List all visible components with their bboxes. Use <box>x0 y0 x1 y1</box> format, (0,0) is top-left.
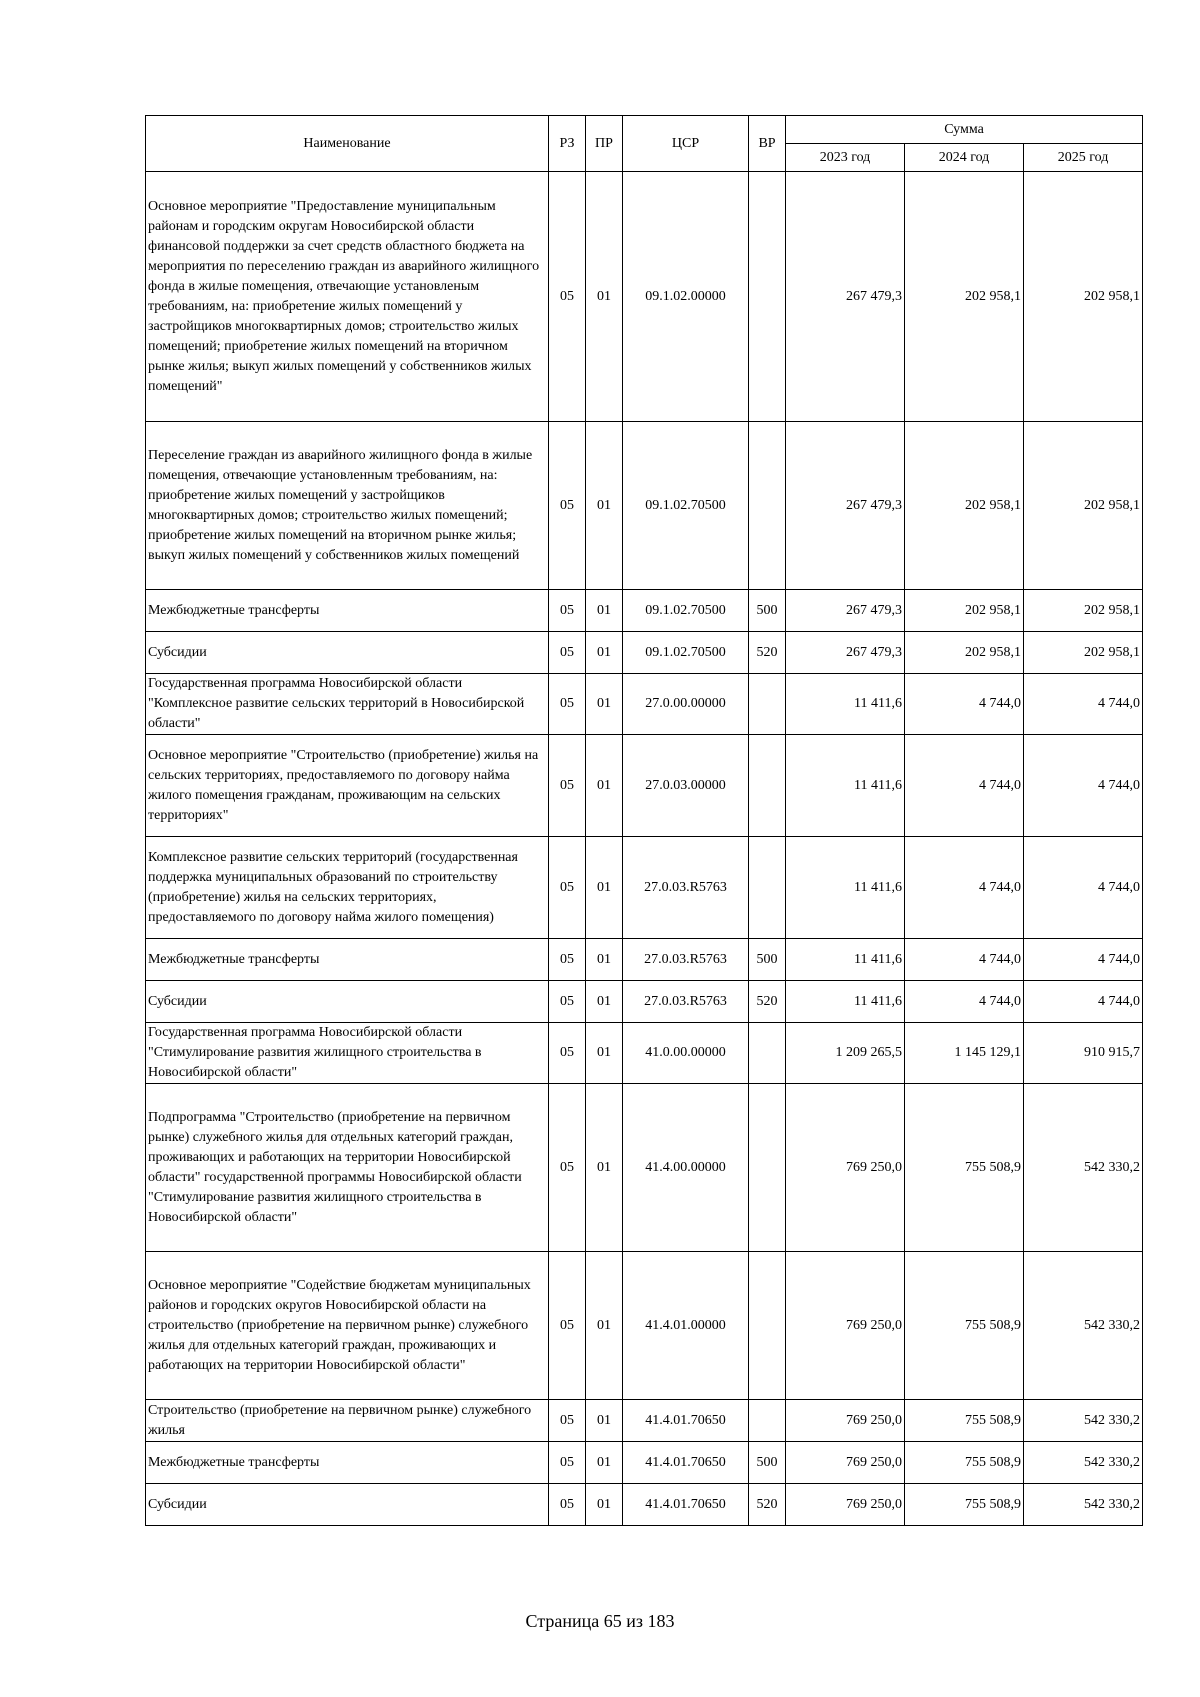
row-amount-2023: 267 479,3 <box>786 632 905 674</box>
row-name: Переселение граждан из аварийного жилищного фонда в жилые помещения, отвечающие установленным требованиям, на: приобретение жилых помещений у застройщиков многоквартирных домов; строительство жилых помещений; приобретение жилых помещений на вторичном рынке жилья; выкуп жилых помещений у собственников жилых помещений <box>146 422 549 590</box>
row-name: Субсидии <box>146 632 549 674</box>
row-pr: 01 <box>586 1442 623 1484</box>
header-vr: ВР <box>749 116 786 172</box>
row-pr: 01 <box>586 1400 623 1442</box>
row-amount-2024: 202 958,1 <box>905 632 1024 674</box>
row-amount-2024: 4 744,0 <box>905 981 1024 1023</box>
row-csr: 41.0.00.00000 <box>623 1023 749 1084</box>
row-amount-2025: 4 744,0 <box>1024 735 1143 837</box>
row-vr <box>749 1023 786 1084</box>
header-name: Наименование <box>146 116 549 172</box>
row-rz: 05 <box>549 1252 586 1400</box>
row-vr <box>749 1400 786 1442</box>
row-pr: 01 <box>586 1023 623 1084</box>
row-name: Подпрограмма "Строительство (приобретение на первичном рынке) служебного жилья для отдельных категорий граждан, проживающих и работающих на территории Новосибирской области" государственной программы Новосибирской области "Стимулирование развития жилищного строительства в Новосибирской области" <box>146 1084 549 1252</box>
row-amount-2023: 11 411,6 <box>786 939 905 981</box>
row-amount-2025: 202 958,1 <box>1024 172 1143 422</box>
row-amount-2023: 769 250,0 <box>786 1400 905 1442</box>
row-pr: 01 <box>586 632 623 674</box>
row-csr: 41.4.01.70650 <box>623 1442 749 1484</box>
row-csr: 41.4.01.70650 <box>623 1484 749 1526</box>
row-pr: 01 <box>586 674 623 735</box>
row-rz: 05 <box>549 422 586 590</box>
row-csr: 27.0.03.R5763 <box>623 939 749 981</box>
row-amount-2024: 755 508,9 <box>905 1084 1024 1252</box>
table-row <box>146 981 1143 1023</box>
row-amount-2024: 4 744,0 <box>905 674 1024 735</box>
row-pr: 01 <box>586 837 623 939</box>
row-rz: 05 <box>549 674 586 735</box>
row-amount-2023: 769 250,0 <box>786 1252 905 1400</box>
row-csr: 09.1.02.70500 <box>623 422 749 590</box>
row-amount-2025: 202 958,1 <box>1024 590 1143 632</box>
row-amount-2023: 769 250,0 <box>786 1484 905 1526</box>
row-amount-2023: 11 411,6 <box>786 981 905 1023</box>
row-amount-2023: 1 209 265,5 <box>786 1023 905 1084</box>
row-pr: 01 <box>586 1252 623 1400</box>
header-sum: Сумма <box>786 116 1143 144</box>
row-amount-2024: 4 744,0 <box>905 939 1024 981</box>
row-vr: 520 <box>749 632 786 674</box>
header-rz: РЗ <box>549 116 586 172</box>
row-amount-2024: 755 508,9 <box>905 1442 1024 1484</box>
row-amount-2025: 542 330,2 <box>1024 1484 1143 1526</box>
row-rz: 05 <box>549 735 586 837</box>
row-amount-2023: 11 411,6 <box>786 674 905 735</box>
row-rz: 05 <box>549 981 586 1023</box>
header-year-2024: 2024 год <box>905 144 1024 172</box>
table-row <box>146 674 1143 735</box>
row-amount-2023: 769 250,0 <box>786 1442 905 1484</box>
row-name: Субсидии <box>146 981 549 1023</box>
row-rz: 05 <box>549 1400 586 1442</box>
row-pr: 01 <box>586 981 623 1023</box>
row-pr: 01 <box>586 735 623 837</box>
row-amount-2025: 202 958,1 <box>1024 632 1143 674</box>
row-name: Межбюджетные трансферты <box>146 590 549 632</box>
row-csr: 41.4.00.00000 <box>623 1084 749 1252</box>
header-csr: ЦСР <box>623 116 749 172</box>
table-row <box>146 1484 1143 1526</box>
row-pr: 01 <box>586 422 623 590</box>
row-rz: 05 <box>549 632 586 674</box>
row-vr <box>749 674 786 735</box>
budget-table <box>145 115 1143 1526</box>
row-pr: 01 <box>586 1084 623 1252</box>
row-csr: 27.0.03.00000 <box>623 735 749 837</box>
row-amount-2025: 4 744,0 <box>1024 939 1143 981</box>
row-amount-2024: 202 958,1 <box>905 172 1024 422</box>
row-amount-2025: 542 330,2 <box>1024 1400 1143 1442</box>
row-amount-2025: 4 744,0 <box>1024 981 1143 1023</box>
row-rz: 05 <box>549 1484 586 1526</box>
row-amount-2024: 202 958,1 <box>905 422 1024 590</box>
row-csr: 27.0.03.R5763 <box>623 981 749 1023</box>
row-amount-2023: 11 411,6 <box>786 837 905 939</box>
table-header <box>146 116 1143 172</box>
table-row <box>146 735 1143 837</box>
row-pr: 01 <box>586 1484 623 1526</box>
row-vr: 520 <box>749 1484 786 1526</box>
row-amount-2024: 755 508,9 <box>905 1252 1024 1400</box>
table-body <box>146 172 1143 1526</box>
row-amount-2024: 755 508,9 <box>905 1400 1024 1442</box>
row-amount-2024: 202 958,1 <box>905 590 1024 632</box>
row-vr: 500 <box>749 1442 786 1484</box>
table-row <box>146 1252 1143 1400</box>
header-year-2023: 2023 год <box>786 144 905 172</box>
row-vr <box>749 837 786 939</box>
row-name: Комплексное развитие сельских территорий (государственная поддержка муниципальных образований по строительству (приобретение) жилья на сельских территориях, предоставляемого по договору найма жилого помещения) <box>146 837 549 939</box>
row-rz: 05 <box>549 837 586 939</box>
row-name: Строительство (приобретение на первичном рынке) служебного жилья <box>146 1400 549 1442</box>
row-amount-2023: 267 479,3 <box>786 590 905 632</box>
row-vr <box>749 172 786 422</box>
row-vr: 500 <box>749 939 786 981</box>
table-row <box>146 1442 1143 1484</box>
header-year-2025: 2025 год <box>1024 144 1143 172</box>
row-amount-2025: 4 744,0 <box>1024 674 1143 735</box>
row-name: Основное мероприятие "Содействие бюджетам муниципальных районов и городских округов Новосибирской области на строительство (приобретение на первичном рынке) служебного жилья для отдельных категорий граждан, проживающих и работающих на территории Новосибирской области" <box>146 1252 549 1400</box>
row-amount-2024: 1 145 129,1 <box>905 1023 1024 1084</box>
row-pr: 01 <box>586 939 623 981</box>
table-row <box>146 590 1143 632</box>
row-csr: 41.4.01.00000 <box>623 1252 749 1400</box>
row-pr: 01 <box>586 172 623 422</box>
table-row <box>146 422 1143 590</box>
row-name: Основное мероприятие "Предоставление муниципальным районам и городским округам Новосибирской области финансовой поддержки за счет средств областного бюджета на мероприятия по переселению граждан из аварийного жилищного фонда в жилые помещения, отвечающие установленым требованиям, на: приобретение жилых помещений у застройщиков многоквартирных домов; строительство жилых помещений; приобретение жилых помещений на вторичном рынке жилья; выкуп жилых помещений у собственников жилых помещений" <box>146 172 549 422</box>
row-csr: 27.0.00.00000 <box>623 674 749 735</box>
row-amount-2025: 202 958,1 <box>1024 422 1143 590</box>
row-rz: 05 <box>549 1023 586 1084</box>
row-csr: 09.1.02.70500 <box>623 590 749 632</box>
row-csr: 09.1.02.00000 <box>623 172 749 422</box>
row-name: Межбюджетные трансферты <box>146 1442 549 1484</box>
row-amount-2025: 4 744,0 <box>1024 837 1143 939</box>
row-csr: 27.0.03.R5763 <box>623 837 749 939</box>
row-name: Субсидии <box>146 1484 549 1526</box>
row-amount-2023: 267 479,3 <box>786 172 905 422</box>
table-row <box>146 172 1143 422</box>
row-vr <box>749 735 786 837</box>
row-vr: 500 <box>749 590 786 632</box>
table-row <box>146 1023 1143 1084</box>
table-row <box>146 939 1143 981</box>
row-name: Межбюджетные трансферты <box>146 939 549 981</box>
row-vr <box>749 1084 786 1252</box>
row-name: Государственная программа Новосибирской области "Стимулирование развития жилищного строительства в Новосибирской области" <box>146 1023 549 1084</box>
table-row <box>146 1084 1143 1252</box>
row-vr <box>749 422 786 590</box>
row-rz: 05 <box>549 172 586 422</box>
row-rz: 05 <box>549 939 586 981</box>
row-csr: 09.1.02.70500 <box>623 632 749 674</box>
header-pr: ПР <box>586 116 623 172</box>
row-amount-2023: 769 250,0 <box>786 1084 905 1252</box>
row-amount-2024: 755 508,9 <box>905 1484 1024 1526</box>
row-amount-2023: 267 479,3 <box>786 422 905 590</box>
row-csr: 41.4.01.70650 <box>623 1400 749 1442</box>
row-pr: 01 <box>586 590 623 632</box>
row-amount-2025: 542 330,2 <box>1024 1084 1143 1252</box>
row-amount-2024: 4 744,0 <box>905 837 1024 939</box>
row-amount-2025: 542 330,2 <box>1024 1442 1143 1484</box>
row-amount-2023: 11 411,6 <box>786 735 905 837</box>
row-name: Государственная программа Новосибирской области "Комплексное развитие сельских территорий в Новосибирской области" <box>146 674 549 735</box>
row-name: Основное мероприятие "Строительство (приобретение) жилья на сельских территориях, предоставляемого по договору найма жилого помещения гражданам, проживающим на сельских территориях" <box>146 735 549 837</box>
table-row <box>146 1400 1143 1442</box>
row-vr: 520 <box>749 981 786 1023</box>
row-amount-2024: 4 744,0 <box>905 735 1024 837</box>
table-row <box>146 632 1143 674</box>
row-rz: 05 <box>549 590 586 632</box>
row-amount-2025: 542 330,2 <box>1024 1252 1143 1400</box>
table-row <box>146 837 1143 939</box>
page-number: Страница 65 из 183 <box>525 1611 675 1631</box>
row-amount-2025: 910 915,7 <box>1024 1023 1143 1084</box>
row-vr <box>749 1252 786 1400</box>
row-rz: 05 <box>549 1084 586 1252</box>
row-rz: 05 <box>549 1442 586 1484</box>
